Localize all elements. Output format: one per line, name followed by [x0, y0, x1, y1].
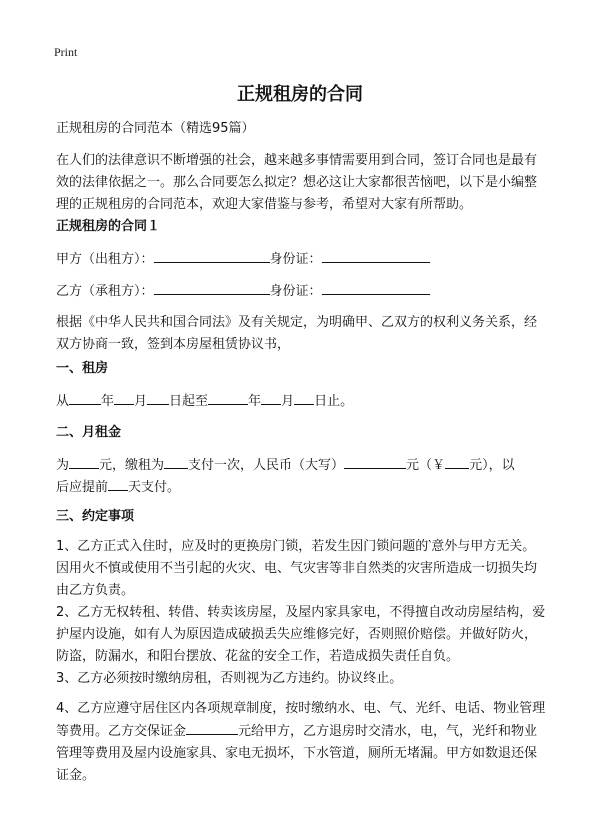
party-a-id-label: 身份证： [269, 252, 322, 267]
start-day-blank [147, 390, 169, 405]
party-a-name-blank [154, 248, 270, 263]
yuan-paren-text: 元（￥ [406, 458, 446, 473]
section-2-heading: 二、月租金 [56, 425, 122, 440]
clause-4-post: 元给甲方，乙方退房时交清水，电，气，光纤和物业管理等费用及屋内设施家具、家电无损坏，下水管道，厕所无堵漏。甲方如数退还保证金。 [56, 724, 538, 783]
start-year-blank [69, 390, 101, 405]
end-day-blank [294, 390, 314, 405]
advance-prefix-text: 后应提前 [56, 480, 109, 495]
end-month-blank [261, 390, 281, 405]
start-month-text: 月 [134, 394, 148, 409]
party-a-id-blank [322, 248, 430, 263]
advance-days-blank [108, 476, 128, 491]
rent-yuan-text: 元，缴租为 [99, 458, 165, 473]
lease-term-line [56, 390, 548, 413]
amount-digits-blank [445, 454, 469, 469]
start-month-blank [114, 390, 134, 405]
rent-line-2 [56, 476, 548, 499]
clause-3: 3、乙方必须按时缴纳房租，否则视为乙方违约。协议终止。 [56, 671, 403, 686]
end-year-text: 年 [248, 394, 262, 409]
party-b-name-blank [154, 280, 270, 295]
end-month-text: 月 [281, 394, 295, 409]
rent-wei-text: 为 [56, 458, 70, 473]
start-year-text: 年 [101, 394, 115, 409]
party-a-row [56, 248, 548, 271]
pay-period-blank [164, 454, 188, 469]
rent-amount-blank [69, 454, 99, 469]
section-1-heading: 一、租房 [56, 361, 109, 376]
advance-suffix-text: 天支付。 [128, 480, 181, 495]
preamble-paragraph: 根据《中华人民共和国合同法》及有关规定，为明确甲、乙双方的权利义务关系，经双方协商一致，签到本房屋租赁协议书， [56, 315, 538, 352]
party-b-id-label: 身份证： [269, 284, 322, 299]
amount-words-blank [344, 454, 406, 469]
intro-paragraph: 在人们的法律意识不断增强的社会，越来越多事情需要用到合同，签订合同也是最有效的法律依据之一。那么合同要怎么拟定？想必这让大家都很苦恼吧，以下是小编整理的正规租房的合同范本，欢迎大家借鉴与参考，希望对大家有所帮助。 [56, 153, 538, 212]
section-3-heading: 三、约定事项 [56, 509, 135, 524]
clause-4-pre: 4、乙方应遵守居住区内各项规章制度，按时缴纳水、电、气、光纤、电话、物业管理等费用。乙方交保证金 [56, 701, 546, 739]
party-b-label: 乙方（承租方）： [56, 284, 154, 299]
party-b-id-blank [322, 280, 430, 295]
clause-4 [56, 698, 548, 787]
lease-from-text: 从 [56, 394, 70, 409]
clause-2: 2、乙方无权转租、转借、转卖该房屋，及屋内家具家电，不得擅自改动房屋结构，爱护屋内设施，如有人为原因造成破损丢失应维修完好，否则照价赔偿。并做好防火，防盗，防漏水，和阳台摆放、花盆的安全工作，若造成损失责任自负。 [56, 605, 546, 664]
contract-heading: 正规租房的合同１ [56, 219, 161, 234]
end-year-blank [208, 390, 248, 405]
document-subtitle: 正规租房的合同范本（精选95篇） [56, 121, 255, 136]
clause-1: 1、乙方正式入住时，应及时的更换房门锁，若发生因门锁问题的‵意外与甲方无关。因用火不慎或使用不当引起的火灾、电、气灾害等非自然类的灾害所造成一切损失均由乙方负责。 [56, 539, 538, 598]
start-day-text: 日起至 [169, 394, 209, 409]
print-link[interactable]: Print [54, 45, 78, 59]
deposit-blank [186, 720, 238, 735]
document-title: 正规租房的合同 [237, 84, 363, 105]
yuan-close-text: 元），以 [469, 458, 515, 473]
party-a-label: 甲方（出租方）： [56, 252, 154, 267]
rent-line-1 [56, 454, 548, 477]
party-b-row [56, 280, 548, 303]
pay-once-text: 支付一次，人民币（大写） [188, 458, 345, 473]
end-day-text: 日止。 [314, 394, 354, 409]
